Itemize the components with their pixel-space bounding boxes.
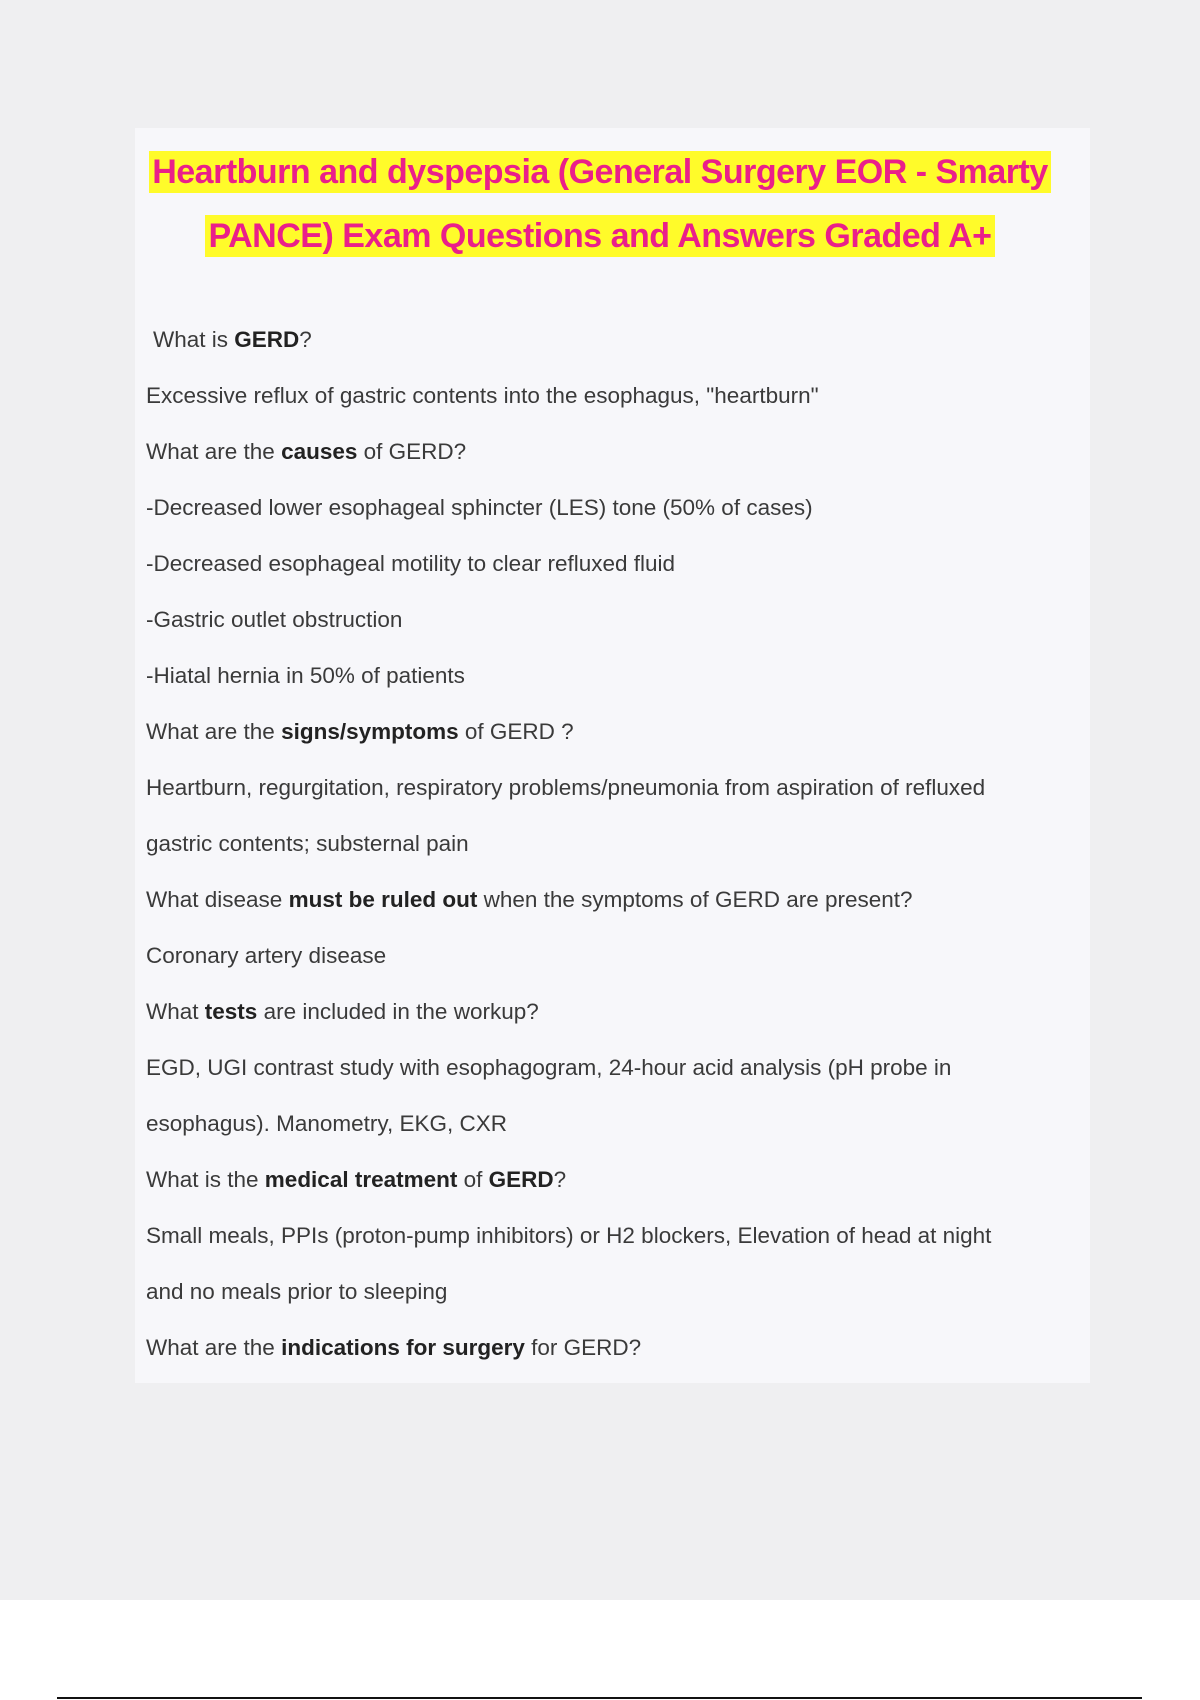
answer-6-line-2: and no meals prior to sleeping xyxy=(146,1279,448,1304)
keyword: GERD xyxy=(234,327,300,352)
keyword: medical treatment xyxy=(264,1167,458,1192)
title-line-1: Heartburn and dyspepsia (General Surgery EOR - Smarty xyxy=(149,151,1051,193)
keyword: causes xyxy=(281,439,358,464)
keyword: GERD xyxy=(488,1167,554,1192)
question-7: What are the indications for surgery for GERD? xyxy=(146,1335,642,1360)
question-5: What tests are included in the workup? xyxy=(146,999,539,1024)
question-3: What are the signs/symptoms of GERD ? xyxy=(146,719,574,744)
answer-5-line-1: EGD, UGI contrast study with esophagogram, 24-hour acid analysis (pH probe in xyxy=(146,1055,952,1080)
question-6: What is the medical treatment of GERD? xyxy=(146,1167,567,1192)
title-line-2: PANCE) Exam Questions and Answers Graded A+ xyxy=(205,215,994,257)
question-1: What is GERD? xyxy=(153,327,312,352)
answer-4: Coronary artery disease xyxy=(146,943,387,968)
answer-2-item: -Decreased esophageal motility to clear refluxed fluid xyxy=(146,551,676,576)
answer-5-line-2: esophagus). Manometry, EKG, CXR xyxy=(146,1111,507,1136)
footer-divider xyxy=(57,1697,1142,1699)
answer-3-line-2: gastric contents; substernal pain xyxy=(146,831,469,856)
keyword: indications for surgery xyxy=(281,1335,525,1360)
answer-2-item: -Gastric outlet obstruction xyxy=(146,607,403,632)
answer-1: Excessive reflux of gastric contents into the esophagus, "heartburn" xyxy=(146,383,819,408)
document-title xyxy=(0,140,1200,268)
keyword: signs/symptoms xyxy=(281,719,459,744)
answer-3-line-1: Heartburn, regurgitation, respiratory problems/pneumonia from aspiration of refluxed xyxy=(146,775,986,800)
keyword: tests xyxy=(204,999,258,1024)
question-2: What are the causes of GERD? xyxy=(146,439,467,464)
answer-2-item: -Hiatal hernia in 50% of patients xyxy=(146,663,465,688)
qa-list xyxy=(146,312,1066,1376)
answer-6-line-1: Small meals, PPIs (proton-pump inhibitors) or H2 blockers, Elevation of head at night xyxy=(146,1223,992,1248)
page-footer xyxy=(0,1600,1200,1700)
keyword: must be ruled out xyxy=(288,887,478,912)
question-4: What disease must be ruled out when the symptoms of GERD are present? xyxy=(146,887,913,912)
answer-2-item: -Decreased lower esophageal sphincter (LES) tone (50% of cases) xyxy=(146,495,813,520)
